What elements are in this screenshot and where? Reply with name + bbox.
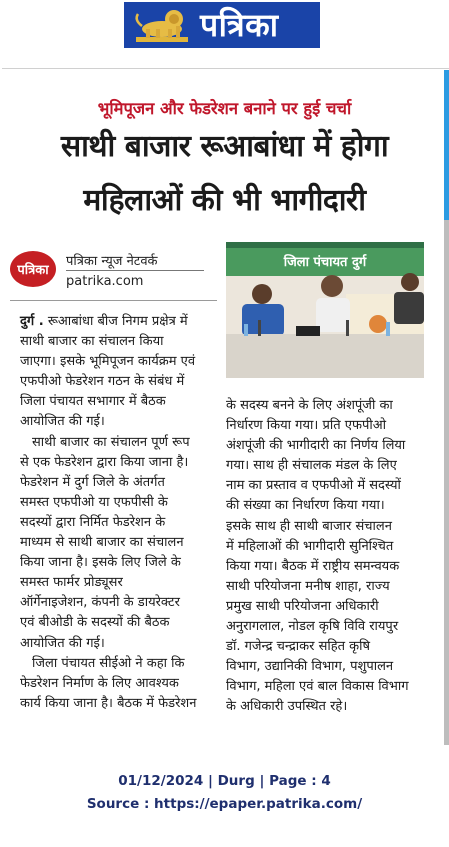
headline-line-1: साथी बाजार रूआबांधा में होगा: [60, 129, 389, 164]
body-line: आयोजित की गई।: [20, 414, 105, 430]
body-line: एवं बीओडी के सदस्यों की बैठक: [20, 615, 170, 631]
byline-badge: पत्रिका: [10, 251, 56, 287]
masthead: [124, 2, 320, 48]
column-bar: [444, 220, 449, 745]
body-line: के अधिकारी उपस्थित रहे।: [226, 699, 348, 715]
body-line: अनुरागलाल, नोडल कृषि विवि रायपुर: [226, 619, 399, 635]
body-line: इसके साथ ही साथी बाजार संचालन: [226, 518, 392, 534]
body-line: फेडरेशन में दुर्ग जिले के अंतर्गत: [20, 474, 165, 490]
byline-network: पत्रिका न्यूज नेटवर्क: [66, 254, 158, 269]
body-line: जाएगा। इसके भूमिपूजन कार्यक्रम एवं: [20, 354, 196, 370]
body-line: प्रमुख साथी परियोजना अधिकारी: [226, 598, 379, 614]
body-line: आयोजित की गई।: [20, 635, 105, 651]
source-info: Source : https://epaper.patrika.com/: [86, 796, 363, 812]
body-line: निर्धारण किया गया। प्रति एफपीओ: [226, 418, 387, 434]
body-line: नाम का प्रस्ताव व एफपीओ में सदस्यों: [226, 478, 401, 494]
body-line: की संख्या का निर्धारण किया गया।: [226, 498, 385, 514]
body-line: साथी बाजार का संचालन किया: [20, 334, 164, 350]
byline-divider: [66, 270, 204, 271]
byline-site: patrika.com: [66, 274, 144, 289]
body-line: साथी परियोजना मनीष शाहा, राज्य: [226, 578, 390, 594]
body-line: किया गया। बैठक में राष्ट्रीय समन्वयक: [226, 558, 400, 574]
body-line: में महिलाओं की भागीदारी सुनिश्चित: [226, 538, 394, 554]
body-line: विभाग, महिला एवं बाल विकास विभाग: [226, 679, 409, 695]
body-line: फेडरेशन निर्माण के लिए आवश्यक: [20, 675, 179, 691]
body-line: सदस्यों द्वारा निर्मित फेडरेशन के: [20, 514, 166, 530]
body-line: समस्त एफपीओ या एफपीसी के: [20, 494, 168, 510]
article-kicker: भूमिपूजन और फेडरेशन बनाने पर हुई चर्चा: [97, 99, 352, 118]
article-photo: [226, 242, 424, 378]
body-line: माध्यम से साथी बाजार का संचालन: [20, 535, 184, 551]
body-line: साथी बाजार का संचालन पूर्ण रूप: [32, 434, 190, 450]
article-body-right: [226, 396, 432, 718]
headline-line-2: महिलाओं की भी भागीदारी: [83, 183, 366, 218]
body-line: जिला पंचायत सीईओ ने कहा कि: [32, 655, 185, 671]
masthead-title: पत्रिका: [200, 6, 279, 44]
photo-banner-text: जिला पंचायत दुर्ग: [283, 255, 367, 270]
body-line: जिला पंचायत सभागार में बैठक: [20, 394, 166, 410]
dateline: दुर्ग .: [20, 314, 44, 329]
body-line: समस्त फार्मर प्रोड्यूसर: [20, 575, 123, 591]
body-line: किया जाना है। इसके लिए जिले के: [20, 555, 181, 571]
body-line: गया। साथ ही संचालक मंडल के लिए: [226, 458, 397, 474]
body-line: से एक फेडरेशन द्वारा किया जाना है।: [20, 454, 189, 470]
body-line: अंशपूंजी की भागीदारी का निर्णय लिया: [226, 438, 406, 454]
edition-info: 01/12/2024 | Durg | Page : 4: [118, 773, 331, 789]
body-line: कार्य किया जाना है। बैठक में फेडरेशन: [20, 695, 197, 711]
body-line: डॉ. गजेन्द्र चन्द्राकर सहित कृषि: [226, 639, 371, 655]
meeting-photo-illustration: [226, 242, 424, 378]
body-line: के सदस्य बनने के लिए अंशपूंजी का: [226, 398, 393, 413]
byline-separator: [10, 300, 217, 301]
body-line: एफपीओ फेडरेशन गठन के संबंध में: [20, 374, 185, 390]
body-line: विभाग, उद्यानिकी विभाग, पशुपालन: [226, 659, 394, 675]
body-line: दुर्ग . रूआबांधा बीज निगम प्रक्षेत्र में: [20, 314, 188, 329]
lion-emblem-icon: [130, 6, 194, 44]
article-body-left: [20, 312, 220, 714]
body-line: ऑर्गेनाइजेशन, कंपनी के डायरेक्टर: [20, 595, 180, 611]
